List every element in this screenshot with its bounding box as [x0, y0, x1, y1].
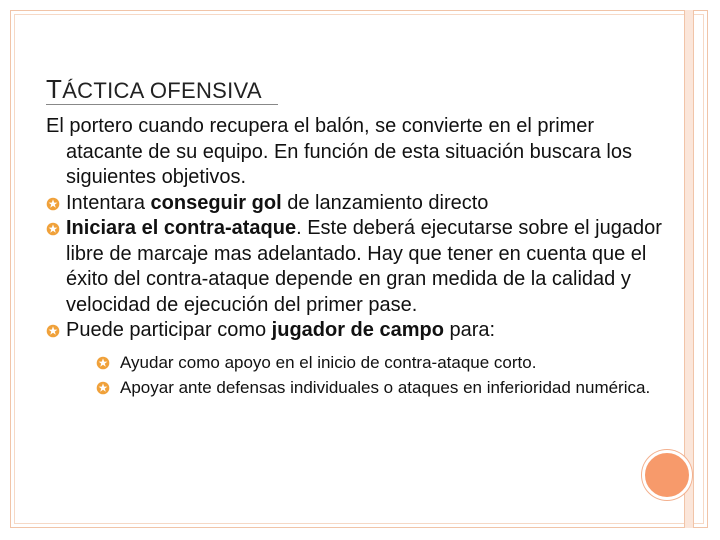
star-bullet-icon — [96, 381, 110, 395]
sub-bullet-list — [96, 352, 666, 399]
bullet-item — [46, 191, 666, 217]
bullet-text-pre: Intentara — [66, 191, 151, 214]
slide-side-bar — [684, 10, 694, 528]
slide-body — [46, 114, 666, 402]
star-bullet-icon — [46, 197, 60, 211]
sub-bullet-item — [96, 377, 666, 399]
bullet-text-post: . Este deberá ejecutarse sobre el jugador libre de marcaje mas adelantado. Hay que tener en cuenta que el éxito del contra-ataque depende en gran medida de la calidad y velocidad de ejecución del primer pase. — [66, 217, 662, 316]
slide-title: TÁCTICA OFENSIVA — [46, 74, 262, 104]
title-underline — [46, 104, 278, 105]
star-bullet-icon — [96, 356, 110, 370]
sub-bullet-text: Ayudar como apoyo en el inicio de contra-ataque corto. — [120, 352, 537, 372]
sub-bullet-item — [96, 352, 666, 374]
bullet-text-post: de lanzamiento directo — [281, 191, 489, 214]
star-bullet-icon — [46, 324, 60, 338]
bullet-text-pre: Puede participar como — [66, 319, 272, 341]
bullet-item — [46, 318, 666, 344]
star-bullet-icon — [46, 222, 60, 236]
bullet-text-bold: conseguir gol — [150, 191, 282, 214]
bullet-text-bold: Iniciara el contra-ataque — [66, 217, 297, 239]
intro-paragraph: El portero cuando recupera el balón, se convierte en el primer atacante de su equipo. En función de esta situación buscara los siguientes objetivos. — [46, 115, 632, 188]
bullet-text-bold: jugador de campo — [271, 319, 444, 341]
sub-bullet-text: Apoyar ante defensas individuales o ataques en inferioridad numérica. — [120, 377, 651, 397]
bullet-item — [46, 216, 666, 318]
decorative-circle — [642, 450, 692, 500]
bullet-text-post: para: — [443, 319, 496, 341]
